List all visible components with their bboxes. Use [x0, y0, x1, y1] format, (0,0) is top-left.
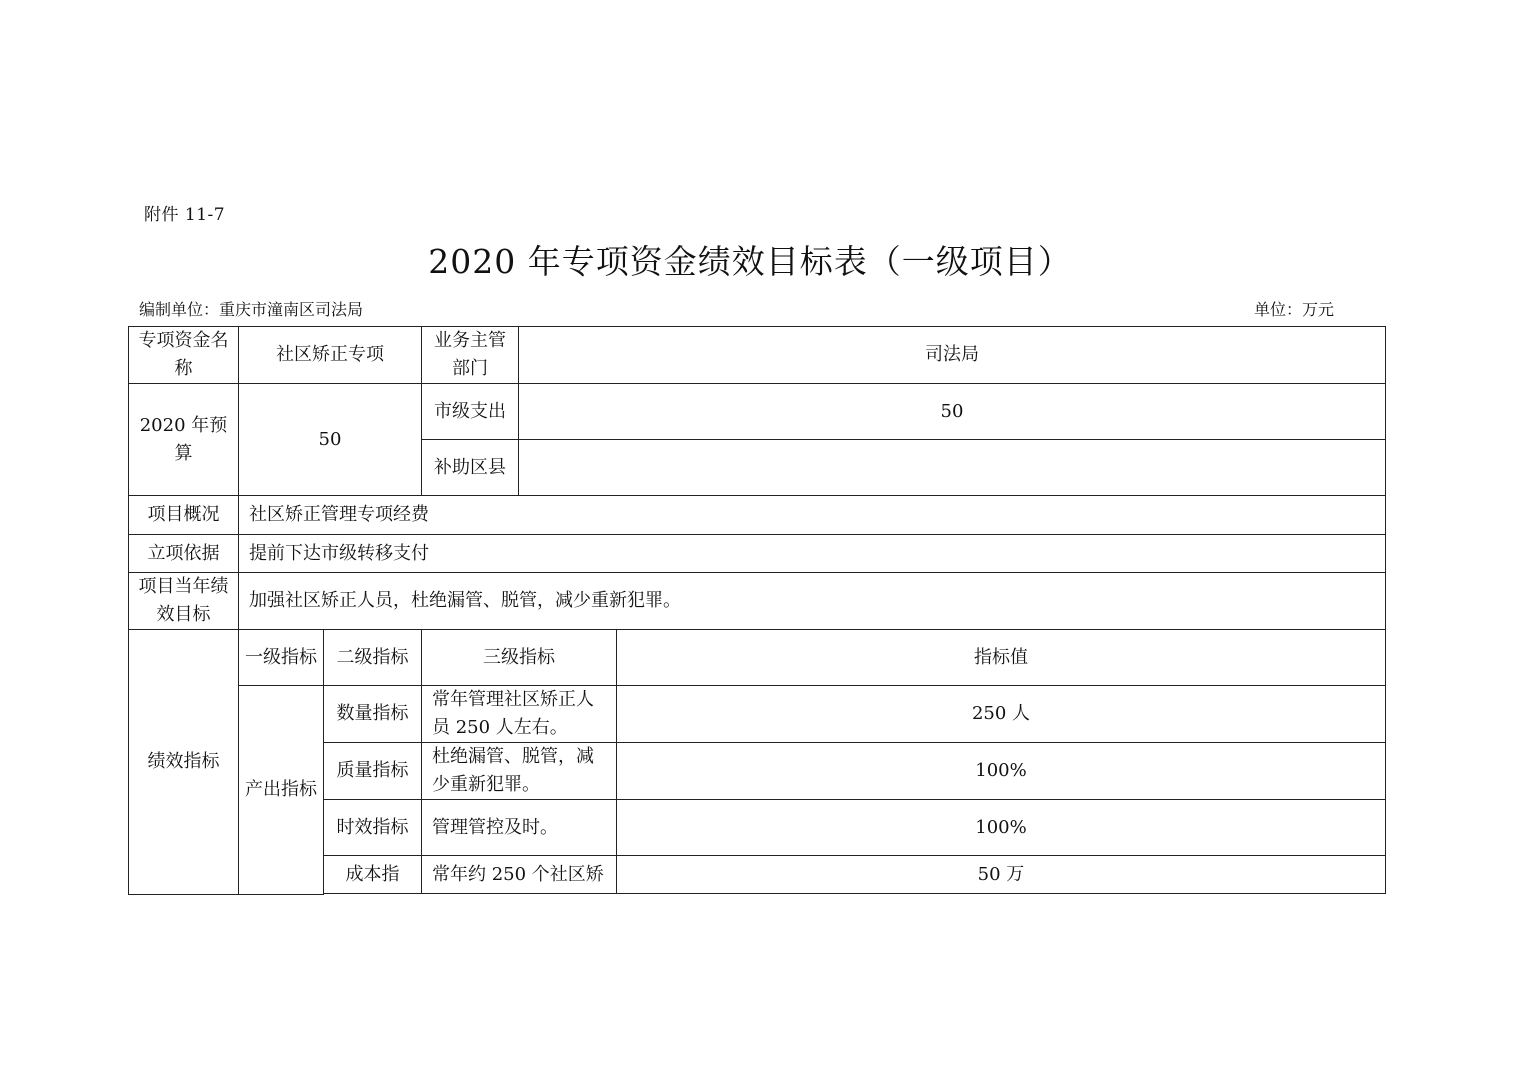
budget-value: 50: [239, 384, 422, 496]
level3-cell: 常年管理社区矫正人员 250 人左右。: [422, 686, 617, 743]
performance-target-table: [128, 326, 1386, 895]
indicator-value: 100%: [617, 743, 1386, 800]
currency-unit: 单位：万元: [1254, 300, 1335, 319]
goal-label: 项目当年绩效目标: [129, 573, 239, 630]
city-expense-label: 市级支出: [422, 384, 519, 440]
table-row: [129, 686, 1386, 743]
indicator-value: 250 人: [617, 686, 1386, 743]
level3-cell: 管理管控及时。: [422, 800, 617, 856]
perf-label: 绩效指标: [129, 630, 239, 895]
level2-cell: 时效指标: [324, 800, 422, 856]
table-row: [129, 573, 1386, 630]
level2-cell: 数量指标: [324, 686, 422, 743]
level3-cell: 常年约 250 个社区矫: [422, 856, 617, 894]
goal-value: 加强社区矫正人员，杜绝漏管、脱管，减少重新犯罪。: [239, 573, 1386, 630]
indicator-value: 50 万: [617, 856, 1386, 894]
level2-cell: 成本指: [324, 856, 422, 894]
district-subsidy-value: [519, 440, 1386, 496]
district-subsidy-label: 补助区县: [422, 440, 519, 496]
fund-name-value: 社区矫正专项: [239, 327, 422, 384]
header-level2: 二级指标: [324, 630, 422, 686]
dept-value: 司法局: [519, 327, 1386, 384]
city-expense-value: 50: [519, 384, 1386, 440]
header-level3: 三级指标: [422, 630, 617, 686]
level2-cell: 质量指标: [324, 743, 422, 800]
fund-name-label: 专项资金名称: [129, 327, 239, 384]
indicator-value: 100%: [617, 800, 1386, 856]
dept-label: 业务主管部门: [422, 327, 519, 384]
budget-label: 2020 年预算: [129, 384, 239, 496]
overview-value: 社区矫正管理专项经费: [239, 496, 1386, 535]
header-level1: 一级指标: [239, 630, 324, 686]
basis-label: 立项依据: [129, 535, 239, 573]
attachment-label: 附件 11-7: [144, 205, 226, 225]
page-title: 2020 年专项资金绩效目标表（一级项目）: [428, 242, 1072, 281]
level3-cell: 杜绝漏管、脱管，减少重新犯罪。: [422, 743, 617, 800]
table-row: [129, 384, 1386, 440]
compiling-unit: 编制单位：重庆市潼南区司法局: [139, 300, 364, 319]
table-row: [129, 327, 1386, 384]
table-row: [129, 496, 1386, 535]
overview-label: 项目概况: [129, 496, 239, 535]
header-value: 指标值: [617, 630, 1386, 686]
table-row: [129, 630, 1386, 686]
table-row: [129, 535, 1386, 573]
output-label: 产出指标: [239, 686, 324, 895]
basis-value: 提前下达市级转移支付: [239, 535, 1386, 573]
